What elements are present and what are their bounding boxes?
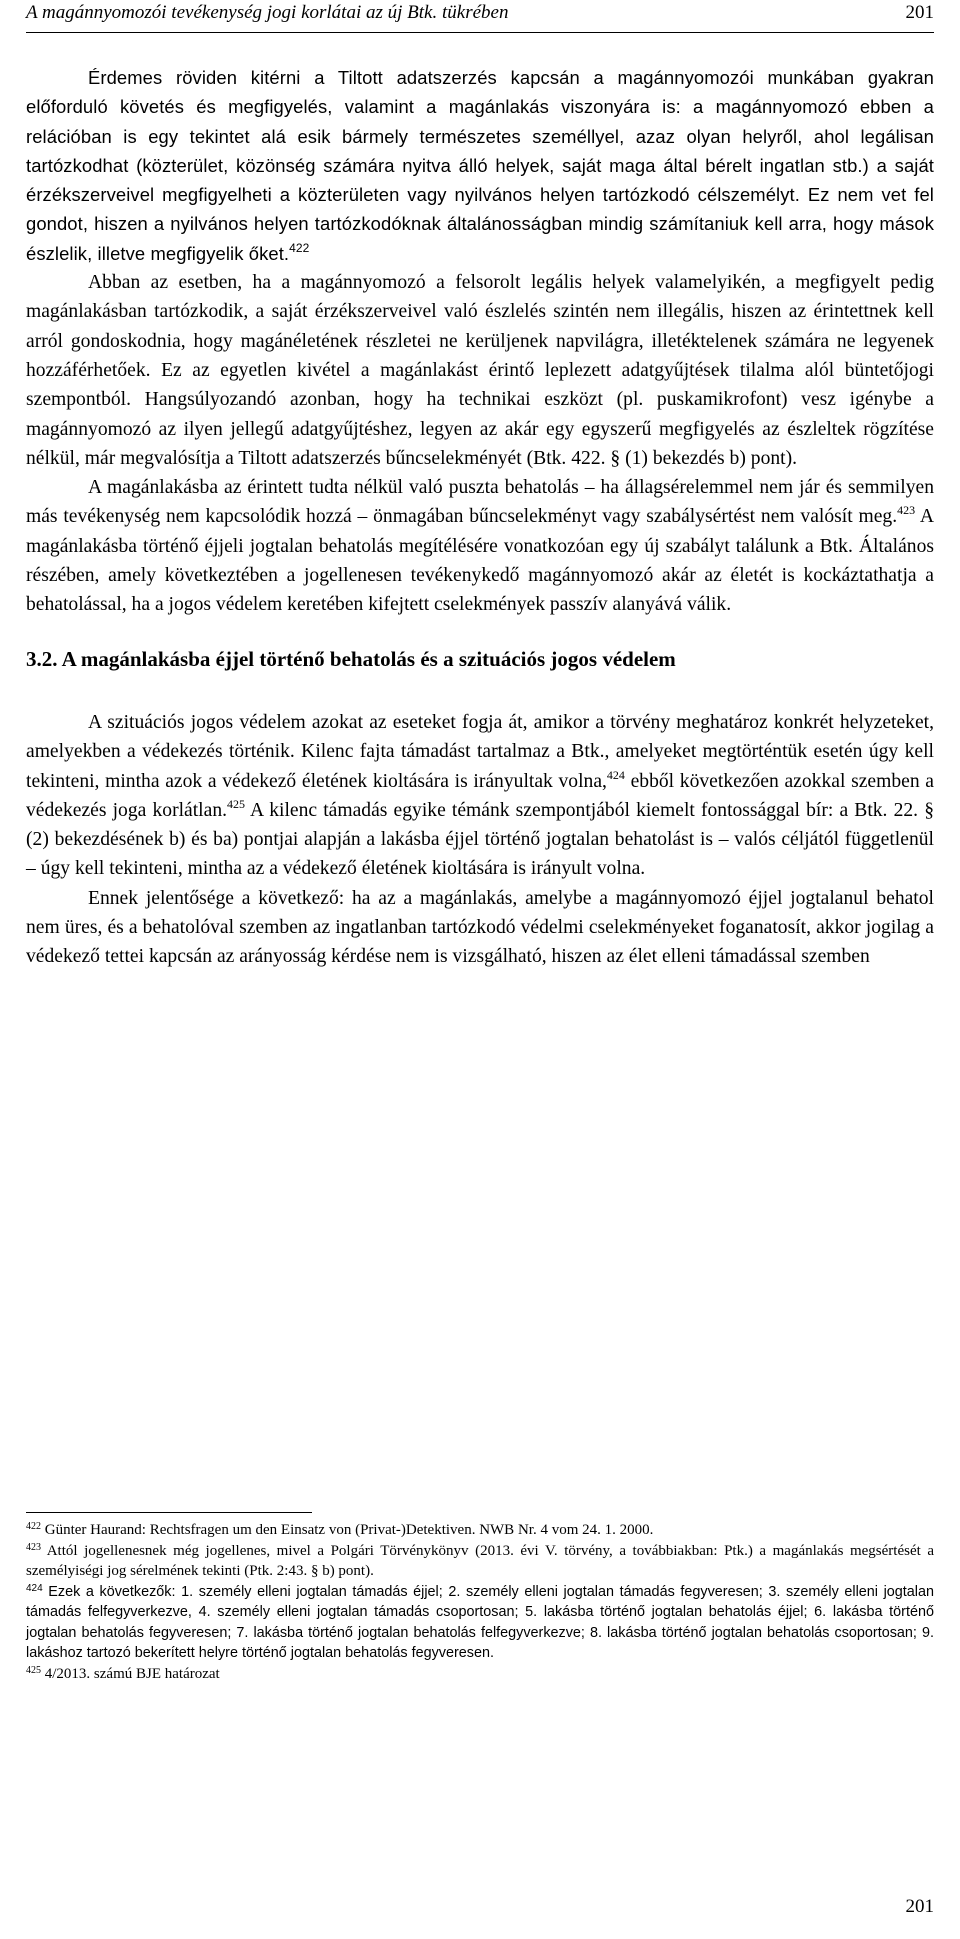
footnote-text: Günter Haurand: Rechtsfragen um den Einsatz von (Privat-)Detektiven. NWB Nr. 4 vom 24. 1. 2000.: [41, 1522, 654, 1538]
footnote-number: 425: [26, 1664, 41, 1676]
footnote-422: [26, 1520, 934, 1541]
footnote-number: 422: [26, 1521, 41, 1532]
footnotes: [26, 1520, 934, 1684]
paragraph-1-text-b: Ez nem vet fel gondot, hiszen a nyilvános helyen tartózkodóknak általánosságban mindig számítaniuk kell arra, hogy mások észlelik, illetve megfigyelik őket.: [26, 184, 934, 264]
paragraph-3: [26, 473, 934, 619]
paragraph-5: Ennek jelentősége a következő: ha az a magánlakás, amelybe a magánnyomozó éjjel jogtalanul behatol nem üres, és a behatolóval szemben az ingatlanban tartózkodó védelmi cselekményeket foganatosít, akkor jogilag a védekező tettei kapcsán az arányosság kérdése nem is vizsgálható, hiszen az élet elleni támadással szemben: [26, 887, 934, 968]
paragraph-4-text-c: A kilenc támadás egyike témánk szempontjából kiemelt fontossággal bír: a Btk. 22. § (2) bekezdésének b) és ba) pontjai alapján a lakásba éjjel történő jogtalan behatolást is – valós céljától függetlenül – úgy kell tekinteni, mintha az a védekező életének kioltására is irányult volna.: [26, 799, 934, 880]
running-header-title: A magánnyomozói tevékenység jogi korlátai az új Btk. tükrében: [26, 2, 509, 23]
footnote-number: 424: [26, 1582, 43, 1594]
running-header: [26, 2, 934, 33]
paragraph-4-text-a: A szituációs jogos védelem azokat az eseteket fogja át, amikor a törvény meghatároz konkrét helyzeteket, amelyekben a védekezés történik. Kilenc fajta támadást tartalmaz a Btk., amelyeket megtörténtük esetén úgy kell tekinteni, mintha azok a védekező életének kioltására is irányultak volna,: [26, 711, 934, 792]
paragraph-3-text-b: A magánlakásba történő éjjeli jogtalan behatolás megítélésére vonatkozóan egy új szabályt találunk a Btk. Általános részében, amely következtében a jogellenesen tevékenykedő magánnyomozó akár az életét is kockáztathatja a behatolással, ha a jogos védelem keretében kifejtett cselekmények passzív alanyává válik.: [26, 506, 934, 616]
footnote-ref-422: 422: [289, 240, 310, 255]
footnote-separator: [26, 1512, 312, 1513]
section-heading: 3.2. A magánlakásba éjjel történő behatolás és a szituációs jogos védelem: [26, 646, 676, 671]
paragraph-1: [26, 63, 934, 268]
footnote-423: [26, 1541, 934, 1582]
paragraph-1-text-a: Érdemes röviden kitérni a Tiltott adatszerzés kapcsán a magánnyomozói munkában gyakran előforduló követés és megfigyelés, valamint a magánlakás viszonyára is: a magánnyomozó ebben a relációban is egy tekintet alá esik bármely természetes személlyel, azaz olyan helyről, ahol legálisan tartózkodhat (közterület, közönség számára nyitva álló helyek, saját maga által bérelt ingatlan stb.) a saját érzékszerveivel megfigyelheti a közterületen vagy nyilvános helyen tartózkodó célszemélyt.: [26, 67, 934, 206]
footer-page-number: 201: [905, 1896, 934, 1917]
paragraph-2: Abban az esetben, ha a magánnyomozó a felsorolt legális helyek valamelyikén, a megfigyelt pedig magánlakásban tartózkodik, a saját érzékszerveivel való észlelés szintén nem illegális, hiszen az érintettnek kell arról gondoskodnia, hogy magánéletének részletei ne kerüljenek napvilágra, illetéktelenek számára ne legyenek hozzáférhetőek. Ez az egyetlen kivétel a magánlakást érintő leplezett adatgyűjtések tilalma alól büntetőjogi szempontból. Hangsúlyozandó azonban, hogy ha technikai eszközt (pl. puskamikrofont) vesz igénybe a magánnyomozó az ilyen jellegű adatgyűjtéshez, legyen az akár egy egyszerű megfigyelés az észleltek rögzítése nélkül, már megvalósítja a Tiltott adatszerzés bűncselekményét (Btk. 422. § (1) bekezdés b) pont).: [26, 272, 934, 469]
footnote-number: 423: [26, 1541, 41, 1553]
paragraph-4: [26, 708, 934, 884]
footnote-ref-425: 425: [227, 796, 246, 811]
main-text: [26, 63, 934, 972]
header-page-number: 201: [905, 2, 934, 23]
footnote-425: [26, 1664, 934, 1685]
footnote-ref-424: 424: [606, 767, 625, 782]
footnote-424: [26, 1582, 934, 1664]
footnote-text: 4/2013. számú BJE határozat: [41, 1665, 220, 1682]
footnote-text: Attól jogellenesnek még jogellenes, mivel a Polgári Törvénykönyv (2013. évi V. törvény, a továbbiakban: Ptk.) a magánlakás megsértését a személyiségi jog sérelmének tekinti (Ptk. 2:43. § b) pont).: [26, 1542, 934, 1579]
footnote-text: Ezek a következők: 1. személy elleni jogtalan támadás éjjel; 2. személy elleni jogtalan támadás fegyveresen; 3. személy elleni jogtalan támadás felfegyverkezve, 4. személy elleni jogtalan támadás csoportosan; 5. lakásba történő jogtalan behatolás éjjel; 6. lakásba történő jogtalan behatolás fegyveresen; 7. lakásba történő jogtalan behatolás felfegyverkezve; 8. lakásba történő jogtalan behatolás csoportosan; 9. lakáshoz tartozó bekerített helyre történő jogtalan behatolás fegyveresen.: [26, 1583, 934, 1661]
paragraph-3-text-a: A magánlakásba az érintett tudta nélkül való puszta behatolás – ha állagsérelemmel nem jár és semmilyen más tevékenység nem kapcsolódik hozzá – önmagában bűncselekményt vagy szabálysértést nem valósít meg.: [26, 477, 934, 528]
footnote-ref-423: 423: [897, 503, 916, 518]
paragraph-4-text-b: ebből következően azokkal szemben a védekezés joga korlátlan.: [26, 770, 934, 821]
